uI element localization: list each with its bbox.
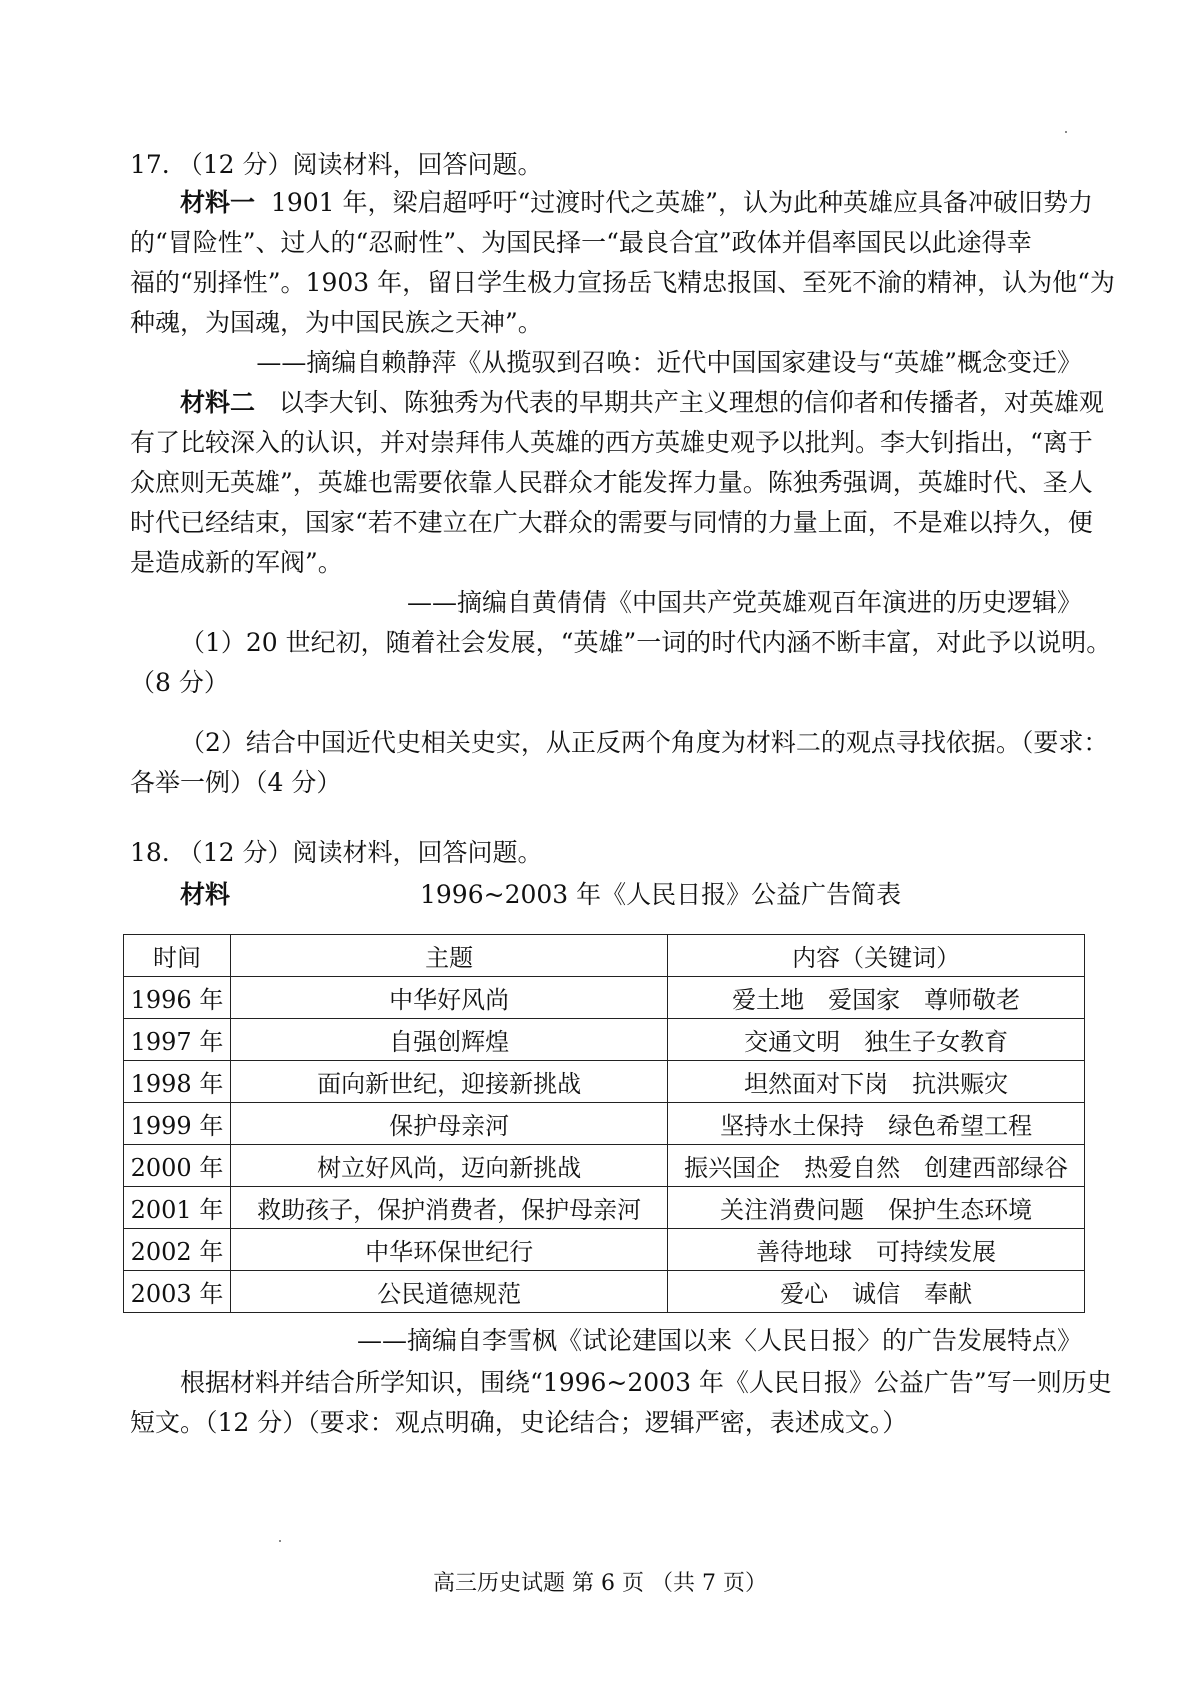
cell-year: 1998 年 xyxy=(124,1061,231,1103)
cell-content: 振兴国企 热爱自然 创建西部绿谷 xyxy=(668,1145,1085,1187)
cell-year: 1999 年 xyxy=(124,1103,231,1145)
table-row xyxy=(124,1103,1085,1145)
q17-material2-line-5: 是造成新的军阀”。 xyxy=(130,548,343,577)
q17-material2-label: 材料二 xyxy=(180,388,256,417)
q17-sub2-line-1: （2）结合中国近代史相关史实，从正反两个角度为材料二的观点寻找依据。（要求： xyxy=(180,728,1109,757)
q18-task-line-1: 根据材料并结合所学知识，围绕“1996~2003 年《人民日报》公益广告”写一则历史 xyxy=(180,1368,1112,1397)
cell-theme: 面向新世纪，迎接新挑战 xyxy=(230,1061,667,1103)
ad-summary-table xyxy=(123,934,1085,1313)
table-row xyxy=(124,1271,1085,1313)
q18-table-title: 1996~2003 年《人民日报》公益广告简表 xyxy=(420,880,902,909)
cell-theme: 自强创辉煌 xyxy=(230,1019,667,1061)
q17-title: 17. （12 分）阅读材料，回答问题。 xyxy=(130,150,543,179)
cell-year: 1997 年 xyxy=(124,1019,231,1061)
cell-theme: 公民道德规范 xyxy=(230,1271,667,1313)
header-time: 时间 xyxy=(124,935,231,977)
q18-title: 18. （12 分）阅读材料，回答问题。 xyxy=(130,838,543,867)
q18-task-line-2: 短文。（12 分）（要求：观点明确，史论结合；逻辑严密，表述成文。） xyxy=(130,1408,908,1437)
cell-theme: 树立好风尚，迈向新挑战 xyxy=(230,1145,667,1187)
cell-year: 2000 年 xyxy=(124,1145,231,1187)
cell-content: 善待地球 可持续发展 xyxy=(668,1229,1085,1271)
table-row xyxy=(124,1187,1085,1229)
q17-sub1-line-2: （8 分） xyxy=(130,668,229,697)
cell-content: 坦然面对下岗 抗洪赈灾 xyxy=(668,1061,1085,1103)
header-theme: 主题 xyxy=(230,935,667,977)
q17-material2-line-3: 众庶则无英雄”，英雄也需要依靠人民群众才能发挥力量。陈独秀强调，英雄时代、圣人 xyxy=(130,468,1093,497)
q17-material2-line-2: 有了比较深入的认识，并对崇拜伟人英雄的西方英雄史观予以批判。李大钊指出，“离于 xyxy=(130,428,1093,457)
cell-theme: 中华环保世纪行 xyxy=(230,1229,667,1271)
header-content: 内容（关键词） xyxy=(668,935,1085,977)
q18-material-label: 材料 xyxy=(180,880,231,909)
q17-sub2-line-2: 各举一例）（4 分） xyxy=(130,768,342,797)
cell-content: 交通文明 独生子女教育 xyxy=(668,1019,1085,1061)
q17-material1-line-4: 种魂，为国魂，为中国民族之天神”。 xyxy=(130,308,543,337)
q18-source: ——摘编自李雪枫《试论建国以来〈人民日报〉的广告发展特点》 xyxy=(356,1326,1082,1355)
cell-theme: 中华好风尚 xyxy=(230,977,667,1019)
cell-content: 关注消费问题 保护生态环境 xyxy=(668,1187,1085,1229)
q17-material1-line-2: 的“冒险性”、过人的“忍耐性”、为国民择一“最良合宜”政体并倡率国民以此途得幸 xyxy=(130,228,1032,257)
scan-speck xyxy=(1065,131,1067,133)
table-row xyxy=(124,977,1085,1019)
q17-material1-text: 1901 年，梁启超呼吁“过渡时代之英雄”，认为此种英雄应具备冲破旧势力 xyxy=(270,188,1094,217)
q17-material2-text: 以李大钊、陈独秀为代表的早期共产主义理想的信仰者和传播者，对英雄观 xyxy=(278,388,1104,417)
cell-theme: 救助孩子，保护消费者，保护母亲河 xyxy=(230,1187,667,1229)
cell-content: 爱土地 爱国家 尊师敬老 xyxy=(668,977,1085,1019)
table-row xyxy=(124,1061,1085,1103)
cell-year: 1996 年 xyxy=(124,977,231,1019)
page-footer: 高三历史试题 第 6 页 （共 7 页） xyxy=(433,1571,767,1596)
scan-speck xyxy=(279,1540,281,1542)
q17-material1-line-1 xyxy=(180,186,1094,220)
cell-theme: 保护母亲河 xyxy=(230,1103,667,1145)
q17-material1-line-3: 福的“别择性”。1903 年，留日学生极力宣扬岳飞精忠报国、至死不渝的精神，认为他“为 xyxy=(130,268,1115,297)
cell-year: 2002 年 xyxy=(124,1229,231,1271)
cell-year: 2001 年 xyxy=(124,1187,231,1229)
table-header-row xyxy=(124,935,1085,977)
q17-material2-line-4: 时代已经结束，国家“若不建立在广大群众的需要与同情的力量上面，不是难以持久，便 xyxy=(130,508,1093,537)
cell-year: 2003 年 xyxy=(124,1271,231,1313)
q17-material1-label: 材料一 xyxy=(180,188,256,217)
table-row xyxy=(124,1229,1085,1271)
cell-content: 坚持水土保持 绿色希望工程 xyxy=(668,1103,1085,1145)
q17-material2-line-1 xyxy=(180,386,1104,420)
table-row xyxy=(124,1145,1085,1187)
table-row xyxy=(124,1019,1085,1061)
q17-material2-source: ——摘编自黄倩倩《中国共产党英雄观百年演进的历史逻辑》 xyxy=(406,588,1082,617)
q17-material1-source: ——摘编自赖静萍《从揽驭到召唤：近代中国国家建设与“英雄”概念变迁》 xyxy=(256,348,1082,377)
cell-content: 爱心 诚信 奉献 xyxy=(668,1271,1085,1313)
q17-sub1-line-1: （1）20 世纪初，随着社会发展，“英雄”一词的时代内涵不断丰富，对此予以说明。 xyxy=(180,628,1112,657)
